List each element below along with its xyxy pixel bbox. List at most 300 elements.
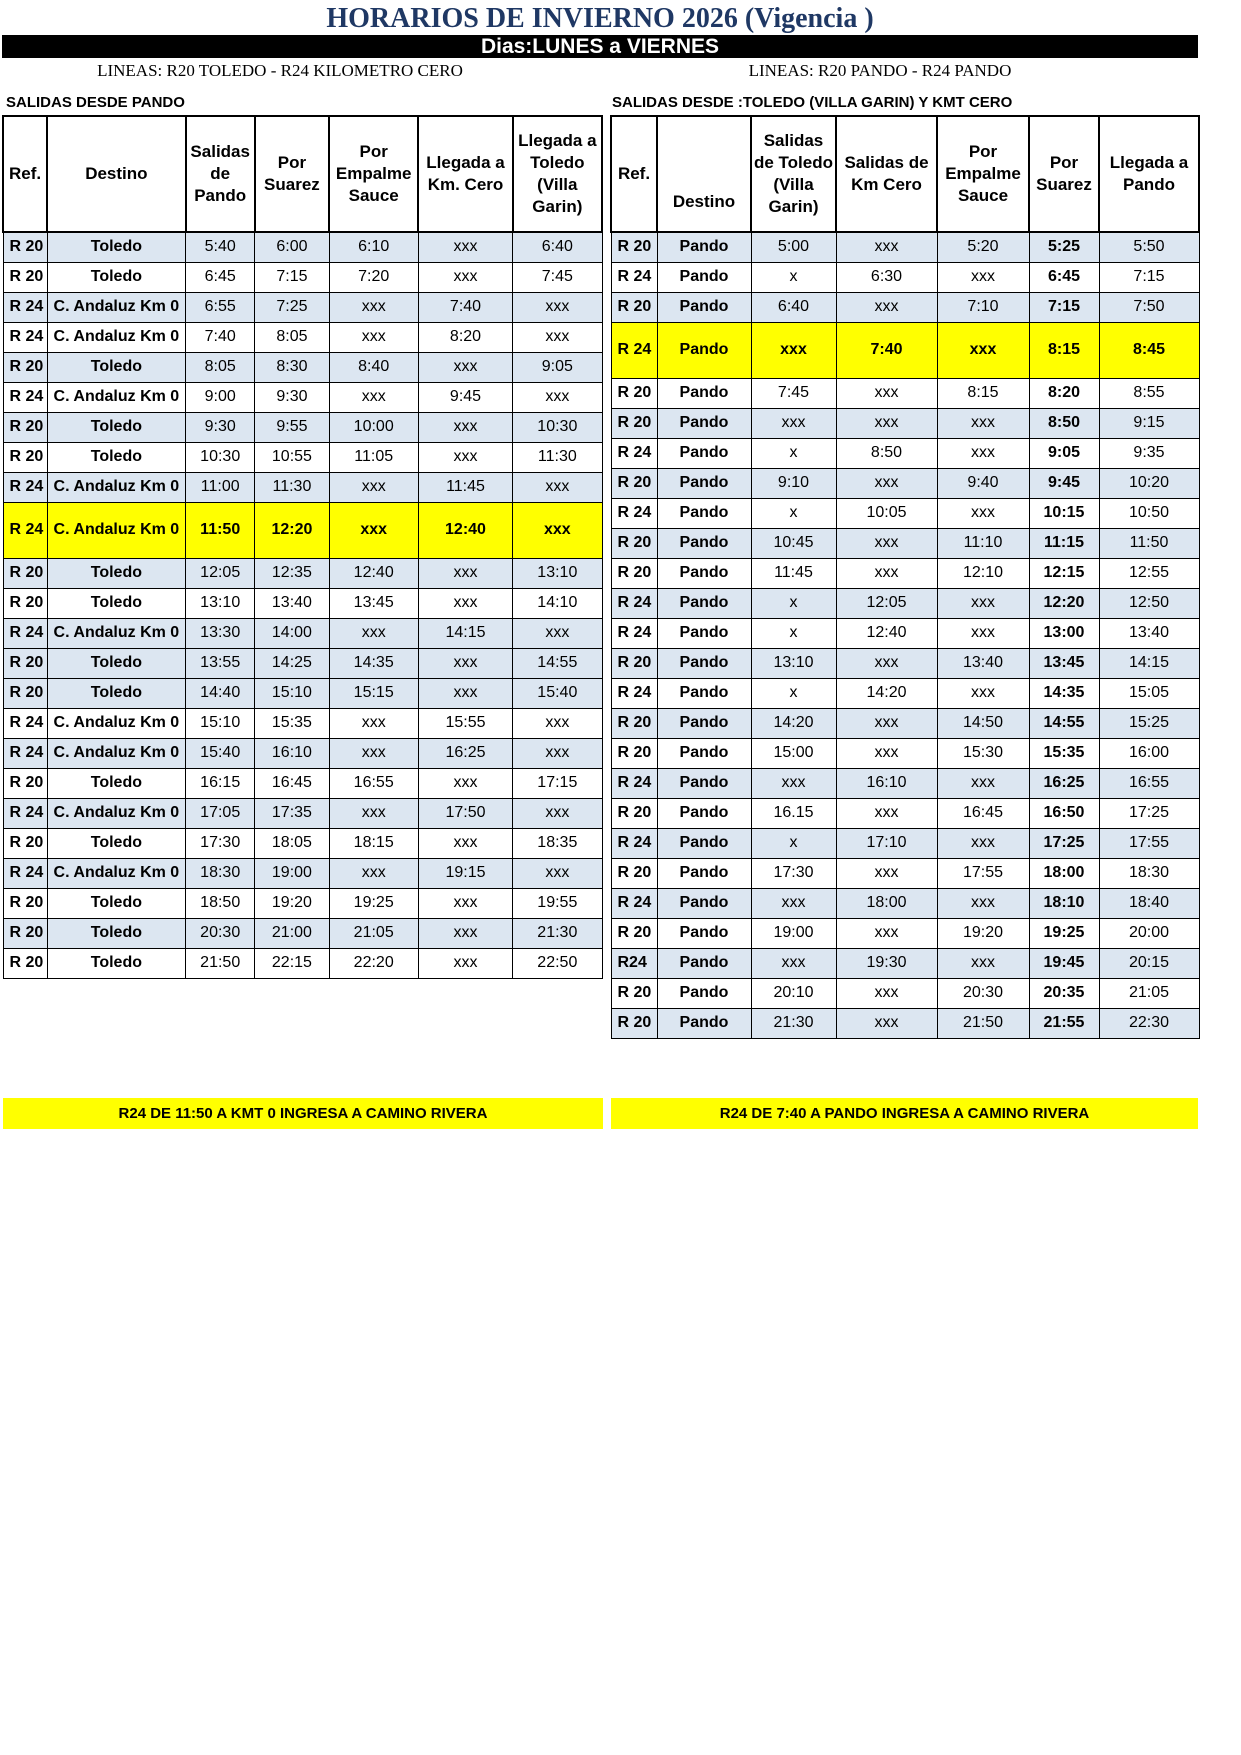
time-cell: 11:10: [937, 528, 1029, 558]
destination: Toledo: [47, 918, 185, 948]
time-cell: xxx: [329, 858, 418, 888]
table-row: [3, 558, 602, 588]
time-cell: 12:05: [836, 588, 937, 618]
route-ref: R 20: [611, 1008, 657, 1038]
time-cell: 17:05: [186, 798, 255, 828]
table-row: [3, 948, 602, 978]
time-cell: xxx: [418, 678, 512, 708]
time-cell: 10:30: [186, 442, 255, 472]
time-cell: 13:55: [186, 648, 255, 678]
table-row: [3, 678, 602, 708]
table-row: [3, 502, 602, 558]
time-cell: xxx: [836, 708, 937, 738]
time-cell: 7:50: [1099, 292, 1199, 322]
route-ref: R 20: [3, 828, 47, 858]
time-cell: 8:20: [418, 322, 512, 352]
time-cell: 11:45: [751, 558, 836, 588]
destination: Pando: [657, 618, 751, 648]
time-cell: xxx: [418, 442, 512, 472]
time-cell: 13:45: [1029, 648, 1099, 678]
time-cell: 12:20: [255, 502, 329, 558]
time-cell: 12:40: [329, 558, 418, 588]
time-cell: xxx: [329, 292, 418, 322]
days-banner: Dias:LUNES a VIERNES: [2, 35, 1198, 58]
route-ref: R 24: [3, 618, 47, 648]
destination: Toledo: [47, 948, 185, 978]
time-cell: 5:25: [1029, 232, 1099, 262]
time-cell: 18:15: [329, 828, 418, 858]
route-ref: R 20: [3, 918, 47, 948]
time-cell: 19:55: [513, 888, 602, 918]
time-cell: xxx: [329, 738, 418, 768]
time-cell: 9:40: [937, 468, 1029, 498]
time-cell: 16:25: [1029, 768, 1099, 798]
time-cell: 14:35: [1029, 678, 1099, 708]
route-ref: R 20: [611, 798, 657, 828]
time-cell: 20:30: [937, 978, 1029, 1008]
route-ref: R 24: [3, 708, 47, 738]
time-cell: 22:50: [513, 948, 602, 978]
time-cell: 19:20: [255, 888, 329, 918]
time-cell: xxx: [751, 768, 836, 798]
time-cell: 18:05: [255, 828, 329, 858]
destination: Pando: [657, 438, 751, 468]
time-cell: xxx: [418, 588, 512, 618]
time-cell: 17:25: [1029, 828, 1099, 858]
destination: Pando: [657, 1008, 751, 1038]
time-cell: 11:30: [255, 472, 329, 502]
time-cell: 11:30: [513, 442, 602, 472]
col-header: Ref.: [3, 116, 47, 232]
time-cell: 5:20: [937, 232, 1029, 262]
time-cell: 16:25: [418, 738, 512, 768]
route-ref: R 20: [611, 558, 657, 588]
time-cell: 12:20: [1029, 588, 1099, 618]
table-row: [3, 798, 602, 828]
time-cell: 12:40: [836, 618, 937, 648]
destination: Pando: [657, 948, 751, 978]
table-row: [611, 798, 1199, 828]
time-cell: xxx: [329, 382, 418, 412]
route-ref: R 20: [3, 678, 47, 708]
destination: Pando: [657, 738, 751, 768]
time-cell: 19:00: [255, 858, 329, 888]
col-header: Por Empalme Sauce: [329, 116, 418, 232]
route-ref: R 20: [3, 412, 47, 442]
time-cell: 17:25: [1099, 798, 1199, 828]
time-cell: 12:55: [1099, 558, 1199, 588]
time-cell: xxx: [513, 618, 602, 648]
time-cell: 12:35: [255, 558, 329, 588]
route-ref: R 20: [611, 738, 657, 768]
route-ref: R 24: [611, 618, 657, 648]
time-cell: 6:40: [751, 292, 836, 322]
col-header: Llegada a Km. Cero: [418, 116, 512, 232]
route-ref: R 20: [3, 648, 47, 678]
time-cell: 7:15: [255, 262, 329, 292]
time-cell: 9:45: [1029, 468, 1099, 498]
time-cell: 19:00: [751, 918, 836, 948]
route-ref: R 24: [3, 292, 47, 322]
time-cell: 9:00: [186, 382, 255, 412]
time-cell: 8:50: [836, 438, 937, 468]
time-cell: 14:20: [751, 708, 836, 738]
destination: Toledo: [47, 678, 185, 708]
time-cell: 15:15: [329, 678, 418, 708]
table-row: [3, 382, 602, 412]
table-row: [3, 708, 602, 738]
destination: Pando: [657, 918, 751, 948]
time-cell: 6:45: [1029, 262, 1099, 292]
destination: Pando: [657, 232, 751, 262]
table-row: [3, 888, 602, 918]
time-cell: xxx: [836, 978, 937, 1008]
destination: Pando: [657, 888, 751, 918]
time-cell: xxx: [937, 948, 1029, 978]
time-cell: xxx: [513, 292, 602, 322]
time-cell: 20:30: [186, 918, 255, 948]
time-cell: 6:10: [329, 232, 418, 262]
destination: Pando: [657, 798, 751, 828]
time-cell: 8:15: [1029, 322, 1099, 378]
time-cell: 16:15: [186, 768, 255, 798]
time-cell: 18:00: [1029, 858, 1099, 888]
time-cell: 15:35: [255, 708, 329, 738]
time-cell: 14:15: [418, 618, 512, 648]
destination: Toledo: [47, 768, 185, 798]
schedule-table-toledo: [610, 115, 1200, 1039]
destination: Pando: [657, 322, 751, 378]
time-cell: 7:20: [329, 262, 418, 292]
time-cell: 21:50: [186, 948, 255, 978]
destination: Pando: [657, 648, 751, 678]
time-cell: 10:05: [836, 498, 937, 528]
time-cell: 8:20: [1029, 378, 1099, 408]
time-cell: 9:05: [1029, 438, 1099, 468]
col-header: Salidas de Toledo (Villa Garin): [751, 116, 836, 232]
time-cell: xxx: [836, 558, 937, 588]
col-header: Salidas de Km Cero: [836, 116, 937, 232]
table-row: [611, 588, 1199, 618]
time-cell: xxx: [513, 858, 602, 888]
right-note: R24 DE 7:40 A PANDO INGRESA A CAMINO RIVERA: [611, 1098, 1198, 1129]
table-row: [611, 558, 1199, 588]
route-ref: R 24: [611, 828, 657, 858]
col-header: Destino: [47, 116, 185, 232]
time-cell: x: [751, 588, 836, 618]
route-ref: R 20: [3, 262, 47, 292]
destination: C. Andaluz Km 0: [47, 382, 185, 412]
time-cell: xxx: [836, 408, 937, 438]
time-cell: xxx: [836, 858, 937, 888]
time-cell: 19:20: [937, 918, 1029, 948]
time-cell: 21:05: [1099, 978, 1199, 1008]
time-cell: 17:30: [186, 828, 255, 858]
destination: Pando: [657, 558, 751, 588]
time-cell: 5:40: [186, 232, 255, 262]
destination: Pando: [657, 978, 751, 1008]
destination: Pando: [657, 708, 751, 738]
destination: Pando: [657, 292, 751, 322]
time-cell: 13:40: [255, 588, 329, 618]
table-row: [611, 918, 1199, 948]
time-cell: 18:40: [1099, 888, 1199, 918]
time-cell: 9:05: [513, 352, 602, 382]
time-cell: 11:15: [1029, 528, 1099, 558]
time-cell: xxx: [836, 378, 937, 408]
time-cell: xxx: [836, 798, 937, 828]
time-cell: 8:30: [255, 352, 329, 382]
time-cell: 7:45: [751, 378, 836, 408]
time-cell: xxx: [513, 502, 602, 558]
col-header: Por Empalme Sauce: [937, 116, 1029, 232]
time-cell: 19:15: [418, 858, 512, 888]
time-cell: 19:45: [1029, 948, 1099, 978]
time-cell: 9:15: [1099, 408, 1199, 438]
destination: Pando: [657, 678, 751, 708]
time-cell: x: [751, 618, 836, 648]
time-cell: 13:40: [1099, 618, 1199, 648]
time-cell: 10:50: [1099, 498, 1199, 528]
table-row: [3, 262, 602, 292]
time-cell: 11:05: [329, 442, 418, 472]
route-ref: R 24: [3, 798, 47, 828]
col-header: Destino: [657, 116, 751, 232]
time-cell: 20:00: [1099, 918, 1199, 948]
destination: C. Andaluz Km 0: [47, 322, 185, 352]
time-cell: 8:05: [255, 322, 329, 352]
route-ref: R 20: [611, 378, 657, 408]
route-ref: R 20: [611, 292, 657, 322]
route-ref: R 24: [611, 322, 657, 378]
route-ref: R 24: [611, 438, 657, 468]
time-cell: 22:30: [1099, 1008, 1199, 1038]
time-cell: xxx: [751, 948, 836, 978]
time-cell: x: [751, 678, 836, 708]
destination: Toledo: [47, 588, 185, 618]
time-cell: 18:30: [186, 858, 255, 888]
time-cell: 11:50: [1099, 528, 1199, 558]
time-cell: 15:55: [418, 708, 512, 738]
table-row: [611, 408, 1199, 438]
time-cell: 16:55: [329, 768, 418, 798]
time-cell: xxx: [937, 262, 1029, 292]
time-cell: 21:30: [751, 1008, 836, 1038]
table-row: [611, 292, 1199, 322]
destination: Pando: [657, 768, 751, 798]
route-ref: R24: [611, 948, 657, 978]
time-cell: xxx: [513, 322, 602, 352]
time-cell: 15:00: [751, 738, 836, 768]
time-cell: 17:15: [513, 768, 602, 798]
route-ref: R 20: [611, 918, 657, 948]
time-cell: 18:00: [836, 888, 937, 918]
time-cell: xxx: [513, 472, 602, 502]
time-cell: 15:40: [513, 678, 602, 708]
time-cell: xxx: [513, 708, 602, 738]
destination: C. Andaluz Km 0: [47, 798, 185, 828]
time-cell: 15:30: [937, 738, 1029, 768]
time-cell: 19:25: [1029, 918, 1099, 948]
destination: Toledo: [47, 888, 185, 918]
time-cell: 12:50: [1099, 588, 1199, 618]
time-cell: 22:15: [255, 948, 329, 978]
time-cell: 9:30: [186, 412, 255, 442]
time-cell: 7:15: [1099, 262, 1199, 292]
time-cell: 19:25: [329, 888, 418, 918]
time-cell: xxx: [418, 262, 512, 292]
route-ref: R 20: [3, 588, 47, 618]
time-cell: x: [751, 828, 836, 858]
time-cell: 21:00: [255, 918, 329, 948]
table-row: [3, 322, 602, 352]
destination: C. Andaluz Km 0: [47, 738, 185, 768]
table-row: [611, 738, 1199, 768]
destination: Toledo: [47, 442, 185, 472]
table-row: [611, 438, 1199, 468]
time-cell: 9:55: [255, 412, 329, 442]
time-cell: xxx: [937, 322, 1029, 378]
time-cell: 22:20: [329, 948, 418, 978]
time-cell: 10:55: [255, 442, 329, 472]
schedule-table-pando: [2, 115, 603, 979]
time-cell: 6:45: [186, 262, 255, 292]
table-row: [3, 738, 602, 768]
time-cell: 11:00: [186, 472, 255, 502]
table-row: [3, 472, 602, 502]
time-cell: 14:10: [513, 588, 602, 618]
time-cell: 15:40: [186, 738, 255, 768]
time-cell: xxx: [329, 502, 418, 558]
route-ref: R 20: [611, 528, 657, 558]
time-cell: 16:10: [836, 768, 937, 798]
table-row: [3, 648, 602, 678]
route-ref: R 24: [3, 382, 47, 412]
table-row: [3, 618, 602, 648]
time-cell: xxx: [418, 768, 512, 798]
route-ref: R 20: [611, 708, 657, 738]
time-cell: 10:45: [751, 528, 836, 558]
time-cell: 16.15: [751, 798, 836, 828]
time-cell: xxx: [329, 472, 418, 502]
col-header: Llegada a Toledo (Villa Garin): [513, 116, 602, 232]
time-cell: 18:35: [513, 828, 602, 858]
time-cell: xxx: [329, 798, 418, 828]
time-cell: x: [751, 438, 836, 468]
time-cell: xxx: [836, 738, 937, 768]
destination: Toledo: [47, 232, 185, 262]
time-cell: 12:10: [937, 558, 1029, 588]
destination: Pando: [657, 588, 751, 618]
destination: Toledo: [47, 262, 185, 292]
time-cell: xxx: [937, 588, 1029, 618]
table-row: [611, 232, 1199, 262]
time-cell: 17:50: [418, 798, 512, 828]
time-cell: 21:05: [329, 918, 418, 948]
time-cell: xxx: [751, 408, 836, 438]
time-cell: xxx: [418, 888, 512, 918]
table-row: [3, 918, 602, 948]
table-row: [611, 322, 1199, 378]
route-ref: R 20: [3, 948, 47, 978]
time-cell: 14:25: [255, 648, 329, 678]
time-cell: 17:10: [836, 828, 937, 858]
time-cell: 13:10: [513, 558, 602, 588]
time-cell: 13:30: [186, 618, 255, 648]
time-cell: 10:30: [513, 412, 602, 442]
time-cell: 14:55: [513, 648, 602, 678]
time-cell: xxx: [937, 768, 1029, 798]
table-row: [611, 498, 1199, 528]
time-cell: xxx: [329, 618, 418, 648]
time-cell: 14:20: [836, 678, 937, 708]
time-cell: 11:50: [186, 502, 255, 558]
time-cell: 7:15: [1029, 292, 1099, 322]
route-ref: R 20: [3, 888, 47, 918]
table-row: [611, 1008, 1199, 1038]
time-cell: 21:30: [513, 918, 602, 948]
time-cell: xxx: [836, 292, 937, 322]
table-row: [611, 888, 1199, 918]
time-cell: 15:10: [255, 678, 329, 708]
time-cell: 15:25: [1099, 708, 1199, 738]
destination: Pando: [657, 378, 751, 408]
time-cell: 9:30: [255, 382, 329, 412]
time-cell: 6:00: [255, 232, 329, 262]
time-cell: 11:45: [418, 472, 512, 502]
time-cell: xxx: [836, 232, 937, 262]
time-cell: 21:55: [1029, 1008, 1099, 1038]
route-ref: R 20: [611, 978, 657, 1008]
route-ref: R 20: [3, 352, 47, 382]
destination: Pando: [657, 828, 751, 858]
time-cell: xxx: [836, 1008, 937, 1038]
destination: C. Andaluz Km 0: [47, 618, 185, 648]
time-cell: 5:50: [1099, 232, 1199, 262]
route-ref: R 24: [611, 262, 657, 292]
time-cell: xxx: [329, 322, 418, 352]
time-cell: 13:45: [329, 588, 418, 618]
table-row: [3, 442, 602, 472]
time-cell: 16:45: [937, 798, 1029, 828]
time-cell: 13:10: [186, 588, 255, 618]
time-cell: xxx: [418, 352, 512, 382]
time-cell: 8:55: [1099, 378, 1199, 408]
time-cell: 18:50: [186, 888, 255, 918]
time-cell: 5:00: [751, 232, 836, 262]
time-cell: xxx: [513, 738, 602, 768]
time-cell: 14:35: [329, 648, 418, 678]
time-cell: xxx: [937, 498, 1029, 528]
time-cell: xxx: [418, 648, 512, 678]
destination: Pando: [657, 408, 751, 438]
time-cell: 16:55: [1099, 768, 1199, 798]
time-cell: 21:50: [937, 1008, 1029, 1038]
time-cell: 8:15: [937, 378, 1029, 408]
time-cell: x: [751, 498, 836, 528]
time-cell: 9:10: [751, 468, 836, 498]
route-ref: R 20: [3, 232, 47, 262]
time-cell: 9:45: [418, 382, 512, 412]
table-row: [3, 828, 602, 858]
time-cell: xxx: [937, 438, 1029, 468]
time-cell: 16:10: [255, 738, 329, 768]
destination: C. Andaluz Km 0: [47, 292, 185, 322]
time-cell: 7:40: [186, 322, 255, 352]
route-ref: R 24: [611, 768, 657, 798]
left-note: R24 DE 11:50 A KMT 0 INGRESA A CAMINO RIVERA: [3, 1098, 603, 1129]
route-ref: R 24: [3, 472, 47, 502]
